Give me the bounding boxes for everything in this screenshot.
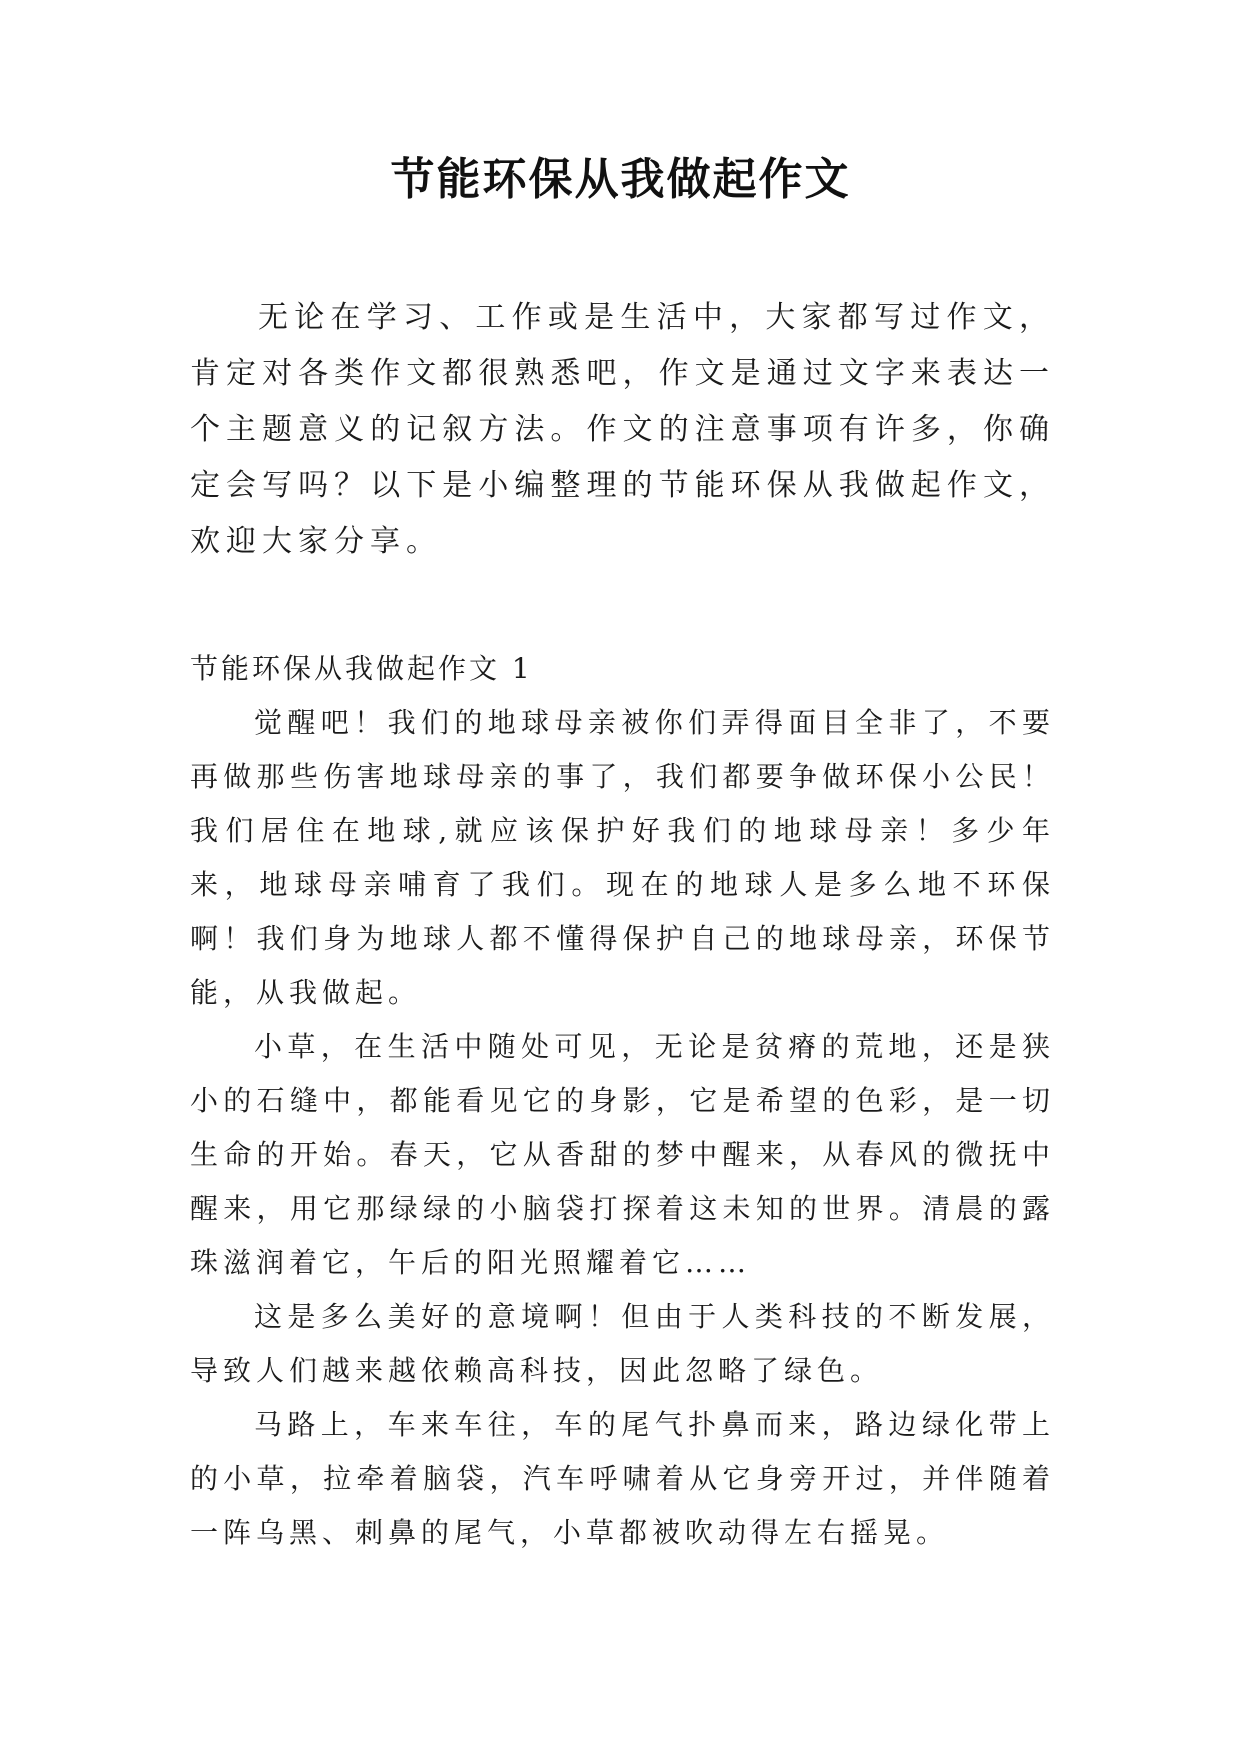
document-body bbox=[190, 290, 1055, 1560]
essay-paragraph: 马路上，车来车往，车的尾气扑鼻而来，路边绿化带上的小草，拉牵着脑袋，汽车呼啸着从它身旁开过，并伴随着一阵乌黑、刺鼻的尾气，小草都被吹动得左右摇晃。 bbox=[190, 1408, 1055, 1549]
essay-paragraph: 这是多么美好的意境啊！但由于人类科技的不断发展，导致人们越来越依赖高科技，因此忽略了绿色。 bbox=[190, 1300, 1055, 1387]
essay-section bbox=[190, 642, 1055, 1560]
document-title: 节能环保从我做起作文 bbox=[390, 154, 851, 205]
essay-paragraph: 小草，在生活中随处可见，无论是贫瘠的荒地，还是狭小的石缝中，都能看见它的身影，它是希望的色彩，是一切生命的开始。春天，它从香甜的梦中醒来，从春风的微抚中醒来，用它那绿绿的小脑袋打探着这未知的世界。清晨的露珠滋润着它，午后的阳光照耀着它…… bbox=[190, 1030, 1055, 1279]
essay-paragraph: 觉醒吧！我们的地球母亲被你们弄得面目全非了，不要再做那些伤害地球母亲的事了，我们都要争做环保小公民！我们居住在地球,就应该保护好我们的地球母亲！多少年来，地球母亲哺育了我们。现在的地球人是多么地不环保啊！我们身为地球人都不懂得保护自己的地球母亲，环保节能，从我做起。 bbox=[190, 706, 1055, 1009]
intro-paragraph: 无论在学习、工作或是生活中，大家都写过作文，肯定对各类作文都很熟悉吧，作文是通过文字来表达一个主题意义的记叙方法。作文的注意事项有许多，你确定会写吗？以下是小编整理的节能环保从我做起作文，欢迎大家分享。 bbox=[190, 300, 1055, 559]
section-heading: 节能环保从我做起作文 1 bbox=[190, 652, 533, 685]
